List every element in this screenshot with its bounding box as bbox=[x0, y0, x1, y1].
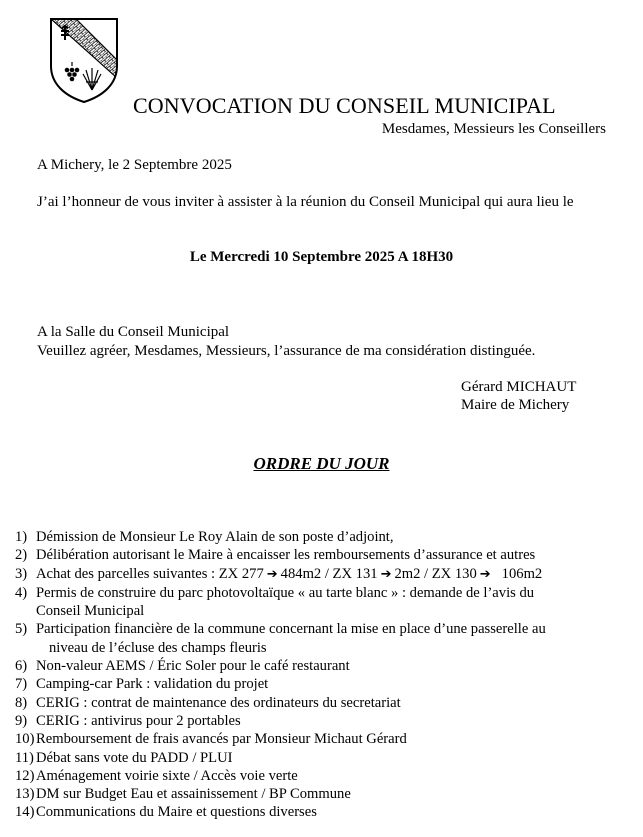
agenda-item-number: 13) bbox=[15, 786, 35, 803]
agenda-item bbox=[15, 785, 625, 803]
right-arrow-icon: ➔ bbox=[479, 566, 491, 582]
agenda-item bbox=[15, 694, 625, 712]
closing-formula: Veuillez agréer, Mesdames, Messieurs, l’assurance de ma considération distinguée. bbox=[37, 343, 536, 359]
parcel-area: 106m2 bbox=[501, 565, 543, 582]
agenda-item bbox=[15, 546, 625, 564]
recipients-line: Mesdames, Messieurs les Conseillers bbox=[381, 121, 606, 137]
agenda-item-number: 10) bbox=[15, 731, 35, 748]
agenda-item-text: CERIG : contrat de maintenance des ordinateurs du secretariat bbox=[36, 694, 401, 711]
agenda-item-text: Aménagement voirie sixte / Accès voie verte bbox=[36, 767, 298, 784]
agenda-item-text-continued: niveau de l’écluse des champs fleuris bbox=[49, 639, 267, 656]
agenda-item-text: Permis de construire du parc photovoltaïque « au tarte blanc » : demande de l’avis du bbox=[36, 584, 535, 601]
agenda-item bbox=[15, 803, 625, 821]
agenda-item-text: Communications du Maire et questions diverses bbox=[36, 804, 317, 821]
agenda-list bbox=[15, 528, 625, 822]
agenda-item-number: 14) bbox=[15, 804, 35, 821]
agenda-item-number: 1) bbox=[15, 529, 28, 545]
agenda-item-text: Participation financière de la commune concernant la mise en place d’une passerelle au bbox=[36, 621, 546, 638]
invitation-text: J’ai l’honneur de vous inviter à assister à la réunion du Conseil Municipal qui aura lieu le bbox=[37, 194, 574, 210]
agenda-item bbox=[15, 767, 625, 785]
agenda-item-text: Démission de Monsieur Le Roy Alain de son poste d’adjoint, bbox=[36, 529, 394, 545]
crest-icon bbox=[48, 16, 120, 104]
agenda-item-text: Camping-car Park : validation du projet bbox=[36, 676, 269, 693]
agenda-item-text: CERIG : antivirus pour 2 portables bbox=[36, 712, 241, 729]
agenda-item bbox=[15, 730, 625, 748]
agenda-item-text: DM sur Budget Eau et assainissement / BP Commune bbox=[36, 786, 351, 803]
agenda-item-number: 8) bbox=[15, 694, 28, 711]
agenda-item-text: Remboursement de frais avancés par Monsieur Michaut Gérard bbox=[36, 731, 407, 748]
agenda-item-number: 9) bbox=[15, 712, 28, 729]
signature-title: Maire de Michery bbox=[461, 397, 570, 413]
agenda-heading: ORDRE DU JOUR bbox=[253, 454, 390, 473]
right-arrow-icon: ➔ bbox=[266, 566, 278, 582]
agenda-item-number: 2) bbox=[15, 547, 28, 564]
agenda-item-number: 5) bbox=[15, 621, 28, 638]
agenda-item bbox=[15, 565, 625, 584]
agenda-item-text: Délibération autorisant le Maire à encaisser les remboursements d’assurance et autres bbox=[36, 547, 536, 564]
agenda-item-number: 6) bbox=[15, 658, 28, 675]
signature-name: Gérard MICHAUT bbox=[461, 379, 577, 395]
agenda-item bbox=[15, 749, 625, 767]
agenda-item bbox=[15, 657, 625, 675]
agenda-item-number: 7) bbox=[15, 676, 28, 693]
meeting-location: A la Salle du Conseil Municipal bbox=[37, 324, 230, 340]
parcel-area: 484m2 / ZX 131 bbox=[280, 565, 378, 582]
meeting-date: Le Mercredi 10 Septembre 2025 A 18H30 bbox=[189, 249, 454, 265]
agenda-item bbox=[15, 712, 625, 730]
agenda-item-text-continued: Conseil Municipal bbox=[36, 603, 145, 620]
agenda-item bbox=[15, 620, 625, 657]
document-title: CONVOCATION DU CONSEIL MUNICIPAL bbox=[133, 93, 556, 118]
agenda-item bbox=[15, 584, 625, 621]
agenda-item bbox=[15, 675, 625, 693]
agenda-item-number: 11) bbox=[15, 749, 34, 766]
right-arrow-icon: ➔ bbox=[380, 566, 392, 582]
agenda-item bbox=[15, 528, 625, 546]
agenda-item-text: Débat sans vote du PADD / PLUI bbox=[36, 749, 233, 766]
agenda-item-number: 4) bbox=[15, 584, 28, 601]
agenda-item-number: 3) bbox=[15, 565, 28, 582]
agenda-item-text: Achat des parcelles suivantes : ZX 277 bbox=[36, 565, 264, 582]
agenda-item-number: 12) bbox=[15, 767, 35, 784]
agenda-item-text: Non-valeur AEMS / Éric Soler pour le café restaurant bbox=[36, 658, 350, 675]
parcel-area: 2m2 / ZX 130 bbox=[394, 565, 477, 582]
place-date: A Michery, le 2 Septembre 2025 bbox=[37, 157, 232, 173]
